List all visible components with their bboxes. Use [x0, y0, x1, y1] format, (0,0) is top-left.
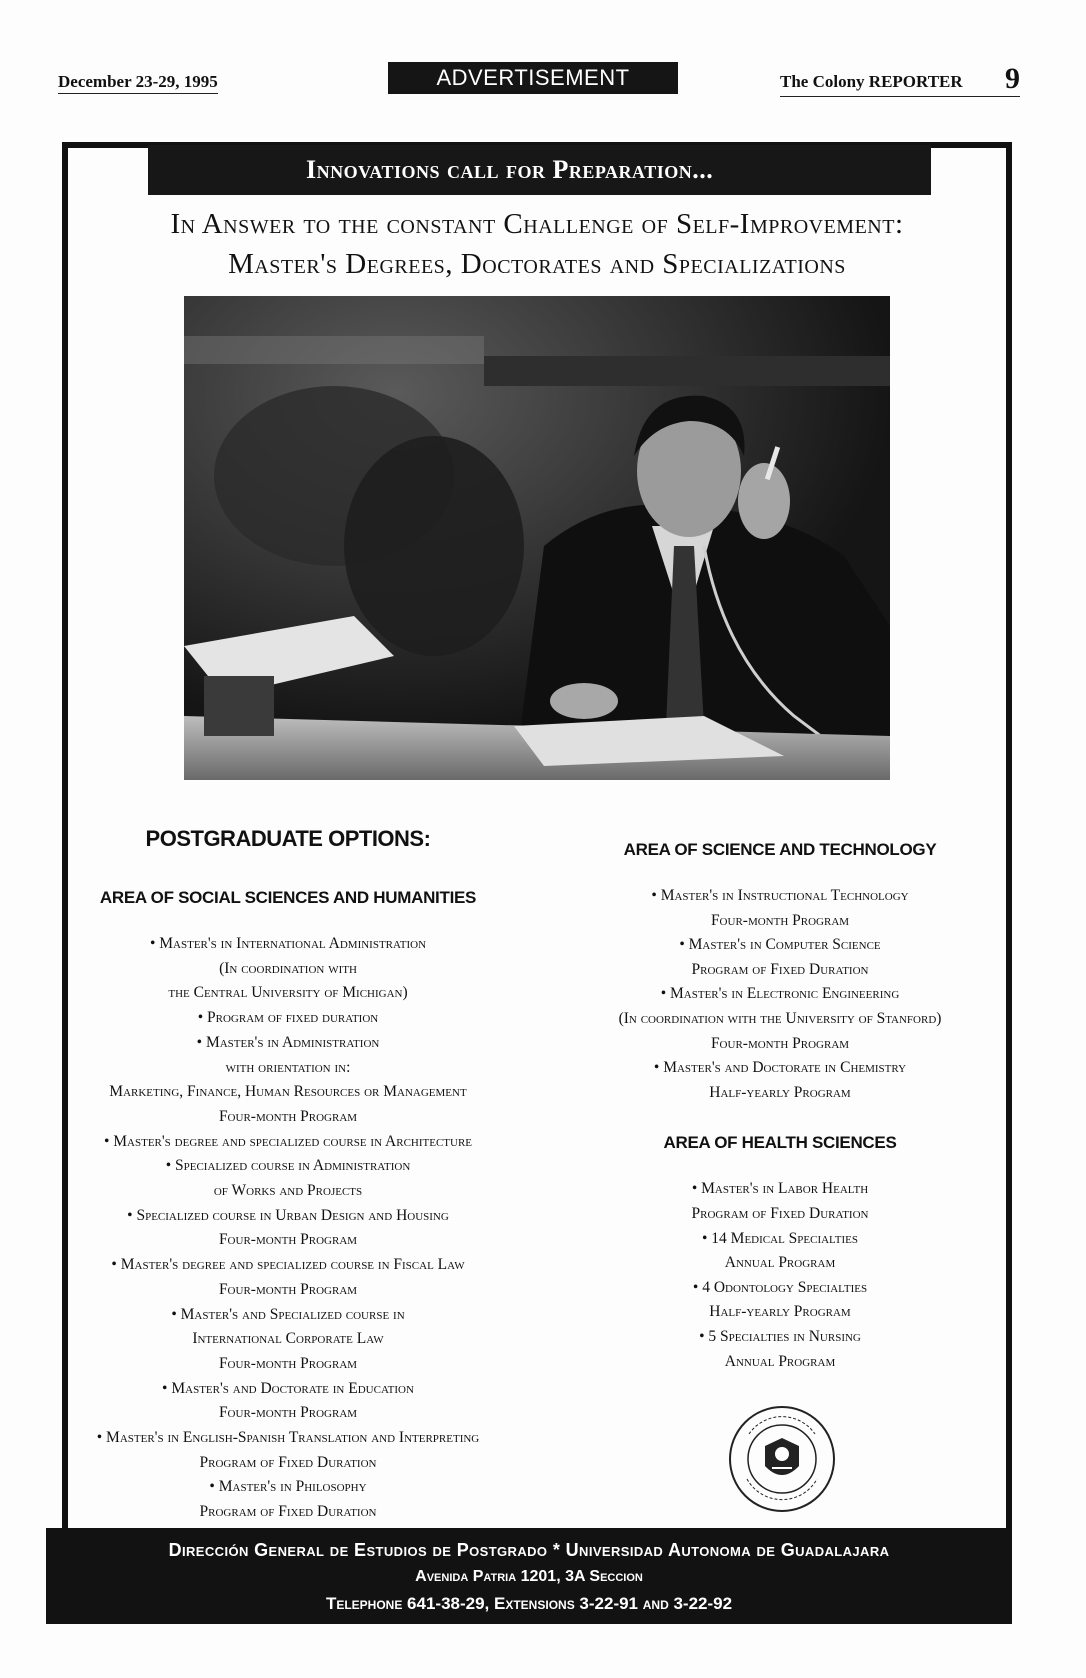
program-line: Program of Fixed Duration: [691, 960, 869, 978]
program-line: • Master's in Labor Health: [691, 1180, 869, 1198]
ad-banner: Innovations call for Preparation...: [148, 145, 931, 195]
social-sciences-column: [68, 826, 508, 1525]
program-line: • Master's in Philosophy: [209, 1478, 367, 1496]
program-line: Program of Fixed Duration: [691, 1204, 869, 1222]
program-line: (In coordination with: [219, 959, 357, 977]
program-line: Half-yearly Program: [709, 1303, 851, 1321]
page-header: [58, 62, 1020, 100]
program-line: Program of Fixed Duration: [199, 1453, 377, 1471]
program-line: Marketing, Finance, Human Resources or Management: [109, 1083, 467, 1101]
social-sciences-heading: AREA OF SOCIAL SCIENCES AND HUMANITIES: [99, 888, 477, 907]
social-sciences-list: [68, 932, 508, 1525]
headline-line-1: In Answer to the constant Challenge of Self-Improvement:: [170, 208, 904, 240]
postgraduate-options-heading: POSTGRADUATE OPTIONS:: [145, 826, 431, 851]
program-line: • Master's degree and specialized course in Fiscal Law: [111, 1256, 465, 1274]
program-line: • Master's degree and specialized course in Architecture: [103, 1132, 473, 1150]
program-line: • 5 Specialties in Nursing: [699, 1327, 861, 1345]
footer-address: Avenida Patria 1201, 3A Seccion: [415, 1568, 643, 1585]
program-line: • Program of fixed duration: [197, 1009, 379, 1027]
program-line: Annual Program: [724, 1352, 836, 1370]
footer-telephone: Telephone 641-38-29, Extensions 3-22-91 and 3-22-92: [325, 1594, 733, 1613]
ad-footer: [46, 1528, 1012, 1624]
program-line: Four-month Program: [710, 911, 850, 929]
program-line: • Master's and Specialized course in: [171, 1305, 405, 1323]
program-line: • 4 Odontology Specialties: [692, 1278, 868, 1296]
program-line: (In coordination with the University of Stanford): [618, 1009, 942, 1027]
program-line: • Master's in Instructional Technology: [651, 887, 909, 904]
science-technology-heading: AREA OF SCIENCE AND TECHNOLOGY: [623, 840, 937, 859]
health-sciences-heading: AREA OF HEALTH SCIENCES: [663, 1133, 897, 1153]
science-health-column: [580, 840, 980, 1374]
program-line: Half-yearly Program: [709, 1083, 851, 1101]
health-sciences-list: [580, 1177, 980, 1374]
program-line: Four-month Program: [218, 1231, 358, 1249]
program-line: Four-month Program: [218, 1280, 358, 1298]
page-number: 9: [1005, 62, 1020, 95]
program-line: Four-month Program: [218, 1107, 358, 1125]
program-line: • Master's in Electronic Engineering: [660, 985, 900, 1003]
program-line: • Master's and Doctorate in Chemistry: [653, 1059, 907, 1077]
program-line: • Master's in English-Spanish Translation and Interpreting: [96, 1429, 480, 1447]
program-line: International Corporate Law: [192, 1330, 384, 1348]
footer-institution: Dirección General de Estudios de Postgrado * Universidad Autonoma de Guadalajara: [168, 1540, 890, 1560]
program-line: Four-month Program: [710, 1034, 850, 1052]
program-line: the Central University of Michigan): [168, 984, 408, 1002]
program-line: • Specialized course in Administration: [165, 1157, 411, 1175]
program-line: Four-month Program: [218, 1354, 358, 1372]
program-line: • Master's in Computer Science: [679, 936, 881, 954]
university-seal-logo: [727, 1404, 837, 1514]
program-line: of Works and Projects: [213, 1182, 363, 1200]
science-technology-list: [580, 884, 980, 1105]
program-line: • Specialized course in Urban Design and Housing: [127, 1206, 449, 1224]
program-line: • Master's in Administration: [196, 1033, 380, 1051]
header-rule: [780, 96, 1020, 97]
newspaper-name: The Colony REPORTER: [780, 72, 963, 91]
headline-line-2: Master's Degrees, Doctorates and Specializations: [228, 248, 846, 280]
issue-date: December 23-29, 1995: [58, 72, 218, 94]
program-line: Four-month Program: [218, 1404, 358, 1422]
ad-photograph: [184, 296, 890, 780]
program-line: with orientation in:: [225, 1058, 351, 1076]
program-line: Program of Fixed Duration: [199, 1503, 377, 1521]
program-line: • Master's in International Administration: [149, 935, 427, 952]
program-line: • 14 Medical Specialties: [702, 1229, 858, 1247]
program-line: Annual Program: [724, 1254, 836, 1272]
program-line: • Master's and Doctorate in Education: [162, 1379, 414, 1397]
ad-headline: [62, 204, 1012, 284]
advertisement-label: ADVERTISEMENT: [388, 62, 678, 94]
